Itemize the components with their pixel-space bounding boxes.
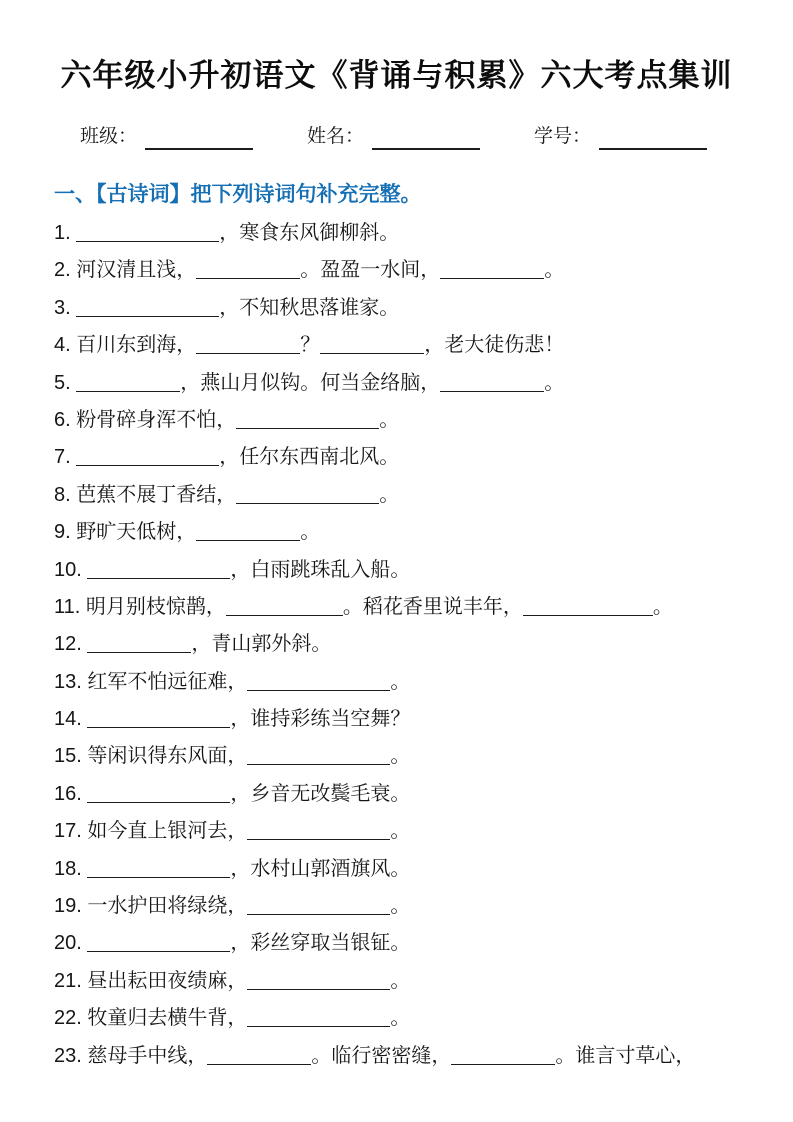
question-text: 15. 等闲识得东风面， [54, 745, 248, 768]
question-line [54, 552, 793, 589]
question-text: 。 [390, 745, 411, 768]
answer-blank [440, 386, 544, 392]
question-text: 11. 明月别枝惊鹊， [54, 595, 226, 618]
answer-blank [440, 273, 544, 279]
student-info-row [80, 121, 707, 148]
name-blank [372, 143, 480, 150]
question-list [54, 215, 793, 1075]
answer-blank [76, 311, 219, 317]
question-line [54, 589, 793, 626]
question-line [54, 888, 793, 925]
question-text: 21. 昼出耘田夜绩麻， [54, 969, 248, 992]
question-text: 5. [54, 371, 77, 394]
answer-blank [247, 984, 390, 990]
class-label: 班级： [80, 126, 138, 147]
student-id-label: 学号： [533, 126, 591, 147]
answer-blank [247, 685, 390, 691]
question-line [54, 851, 793, 888]
answer-blank [196, 273, 300, 279]
student-id-blank [599, 143, 707, 150]
answer-blank [87, 573, 230, 579]
question-text: 。 [544, 371, 565, 394]
answer-blank [247, 759, 390, 765]
answer-blank [247, 909, 390, 915]
question-text: 19. 一水护田将绿绕， [54, 895, 248, 918]
question-text: 1. [54, 222, 77, 244]
question-text: ，不知秋思落谁家。 [219, 296, 400, 319]
question-text: 。 [390, 969, 411, 992]
question-text: 。谁言寸草心， [555, 1044, 696, 1067]
question-text: 。 [390, 1007, 411, 1030]
question-line [54, 925, 793, 962]
answer-blank [87, 647, 191, 653]
question-text: 。 [379, 408, 400, 431]
answer-blank [236, 498, 379, 504]
question-text: 18. [54, 857, 88, 880]
class-blank [145, 143, 253, 150]
question-line [54, 1038, 793, 1075]
answer-blank [76, 460, 219, 466]
question-text: ，白雨跳珠乱入船。 [230, 558, 411, 581]
question-line [54, 1000, 793, 1037]
question-text: ，彩丝穿取当银钲。 [230, 932, 411, 955]
question-text: 7. [54, 446, 77, 469]
answer-blank [87, 946, 230, 952]
question-line [54, 365, 793, 402]
question-line [54, 738, 793, 775]
question-line [54, 215, 793, 252]
question-text: 。 [379, 483, 400, 506]
question-text: ，燕山月似钩。何当金络脑， [180, 371, 441, 394]
question-line [54, 626, 793, 663]
class-field [80, 121, 253, 148]
question-text: ，寒食东风御柳斜。 [219, 222, 400, 244]
question-text: 。 [300, 521, 321, 544]
question-text: 。 [390, 895, 411, 918]
question-text: 。 [390, 820, 411, 843]
question-text: 20. [54, 932, 88, 955]
question-text: 8. 芭蕉不展丁香结， [54, 483, 237, 506]
student-id-field [534, 121, 707, 148]
answer-blank [523, 610, 653, 616]
answer-blank [451, 1059, 555, 1065]
question-text: 10. [54, 558, 88, 581]
question-line [54, 813, 793, 850]
answer-blank [87, 797, 230, 803]
answer-blank [196, 535, 300, 541]
question-line [54, 439, 793, 476]
answer-blank [247, 1021, 390, 1027]
question-line [54, 290, 793, 327]
question-text: 4. 百川东到海， [54, 334, 197, 357]
question-line [54, 402, 793, 439]
answer-blank [76, 386, 180, 392]
question-text: 。稻花香里说丰年， [342, 595, 523, 618]
question-line [54, 252, 793, 289]
question-text: 。临行密密缝， [311, 1044, 452, 1067]
question-text: ，谁持彩练当空舞？ [230, 708, 411, 731]
question-text: 2. 河汉清且浅， [54, 259, 197, 282]
question-text: 13. 红军不怕远征难， [54, 670, 248, 693]
answer-blank [196, 348, 300, 354]
question-text: 9. 野旷天低树， [54, 521, 197, 544]
question-line [54, 776, 793, 813]
name-label: 姓名： [306, 126, 364, 147]
answer-blank [236, 423, 379, 429]
question-text: 17. 如今直上银河去， [54, 820, 248, 843]
question-text: ，任尔东西南北风。 [219, 446, 400, 469]
question-line [54, 664, 793, 701]
answer-blank [207, 1059, 311, 1065]
question-line [54, 327, 793, 364]
question-text: ，水村山郭酒旗风。 [230, 857, 411, 880]
question-line [54, 701, 793, 738]
question-text: 12. [54, 633, 88, 656]
answer-blank [320, 348, 424, 354]
name-field [307, 121, 480, 148]
answer-blank [87, 872, 230, 878]
question-text: 22. 牧童归去横牛背， [54, 1007, 248, 1030]
question-text: 3. [54, 296, 77, 319]
section-heading: 一、【古诗词】把下列诗词句补充完整。 [54, 183, 422, 206]
question-text: 23. 慈母手中线， [54, 1044, 208, 1067]
question-text: ，老大徒伤悲！ [424, 334, 565, 357]
question-text: 6. 粉骨碎身浑不怕， [54, 408, 237, 431]
question-line [54, 477, 793, 514]
question-text: 16. [54, 782, 88, 805]
page-title: 六年级小升初语文《背诵与积累》六大考点集训 [60, 58, 733, 93]
answer-blank [76, 236, 219, 242]
answer-blank [87, 722, 230, 728]
question-line [54, 963, 793, 1000]
question-text: 。 [544, 259, 565, 282]
question-text: 。 [390, 670, 411, 693]
answer-blank [247, 834, 390, 840]
question-text: 14. [54, 708, 88, 731]
question-text: ，乡音无改鬓毛衰。 [230, 782, 411, 805]
answer-blank [226, 610, 343, 616]
question-text: ？ [300, 334, 321, 357]
question-text: ，青山郭外斜。 [191, 633, 332, 656]
question-text: 。 [652, 595, 673, 618]
question-line [54, 514, 793, 551]
question-text: 。盈盈一水间， [300, 259, 441, 282]
